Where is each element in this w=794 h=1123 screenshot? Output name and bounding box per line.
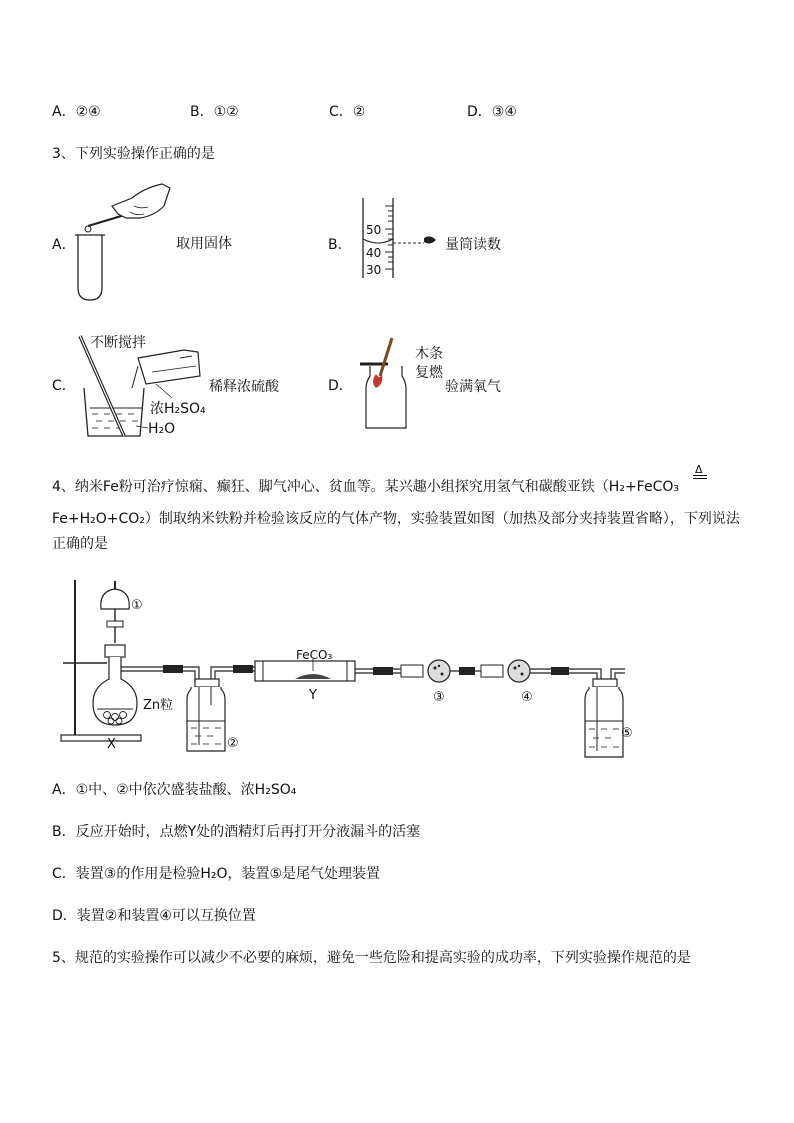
q4-heat-delta: Δ bbox=[695, 463, 703, 476]
q3-a-letter: A． bbox=[52, 237, 76, 253]
q3-c-label-stir: 不断搅拌 bbox=[90, 335, 146, 351]
label-y: Y bbox=[309, 688, 317, 703]
q4-option-c: C．装置③的作用是检验H₂O，装置⑤是尾气处理装置 bbox=[52, 866, 381, 882]
label-x: X bbox=[107, 737, 116, 752]
label-5: ⑤ bbox=[621, 726, 633, 741]
q3-b-letter: B． bbox=[328, 237, 352, 253]
q5-stem: 5、规范的实验操作可以减少不必要的麻烦，避免一些危险和提高实验的成功率，下列实验操作规范的是 bbox=[52, 950, 691, 966]
q3-stem: 3、下列实验操作正确的是 bbox=[52, 146, 215, 162]
q3-b-tick-30: 30 bbox=[366, 263, 382, 277]
q3-b-tick-40: 40 bbox=[366, 246, 382, 260]
q4-option-d: D．装置②和装置④可以互换位置 bbox=[52, 908, 256, 924]
q3-b-caption: 量筒读数 bbox=[445, 237, 501, 253]
label-4: ④ bbox=[521, 690, 533, 705]
q3-d-label-stick: 木条 bbox=[415, 346, 443, 362]
q4-equals-top bbox=[693, 475, 707, 476]
label-2: ② bbox=[227, 736, 239, 751]
q3-a-figure bbox=[70, 182, 180, 302]
q3-a-caption: 取用固体 bbox=[176, 236, 232, 252]
label-3: ③ bbox=[433, 690, 445, 705]
label-feco3: FeCO₃ bbox=[296, 648, 333, 662]
q3-d-label-relight: 复燃 bbox=[415, 365, 443, 381]
label-1: ① bbox=[131, 598, 143, 613]
q2-option-b: B．①② bbox=[190, 104, 239, 120]
q4-stem-line1: 4、纳米Fe粉可治疗惊痫、癫狂、脚气冲心、贫血等。某兴趣小组探究用氢气和碳酸亚铁（H₂+FeCO₃ bbox=[52, 479, 679, 495]
q4-stem-line3: 正确的是 bbox=[52, 536, 108, 552]
q4-equals-bottom bbox=[693, 478, 707, 479]
q4-option-a: A．①中、②中依次盛装盐酸、浓H₂SO₄ bbox=[52, 782, 297, 798]
q3-b-tick-50: 50 bbox=[366, 223, 382, 237]
q3-d-caption: 验满氧气 bbox=[445, 379, 501, 395]
q3-c-label-water: H₂O bbox=[148, 421, 176, 437]
q4-option-b: B．反应开始时，点燃Y处的酒精灯后再打开分液漏斗的活塞 bbox=[52, 824, 421, 840]
q4-apparatus-diagram bbox=[55, 575, 655, 755]
q2-option-d: D．③④ bbox=[467, 104, 517, 120]
label-zn: Zn粒 bbox=[143, 698, 174, 713]
q3-c-label-acid: 浓H₂SO₄ bbox=[150, 401, 206, 417]
q3-d-figure bbox=[358, 336, 418, 431]
q2-option-c: C．② bbox=[329, 104, 366, 120]
q4-stem-line2: Fe+H₂O+CO₂）制取纳米铁粉并检验该反应的气体产物，实验装置如图（加热及部分夹持装置省略），下列说法 bbox=[52, 511, 740, 527]
q3-c-caption: 稀释浓硫酸 bbox=[209, 379, 279, 395]
q3-b-figure bbox=[360, 196, 440, 286]
q3-d-letter: D． bbox=[328, 378, 353, 394]
q2-option-a: A．②④ bbox=[52, 104, 101, 120]
q3-c-letter: C． bbox=[52, 378, 76, 394]
